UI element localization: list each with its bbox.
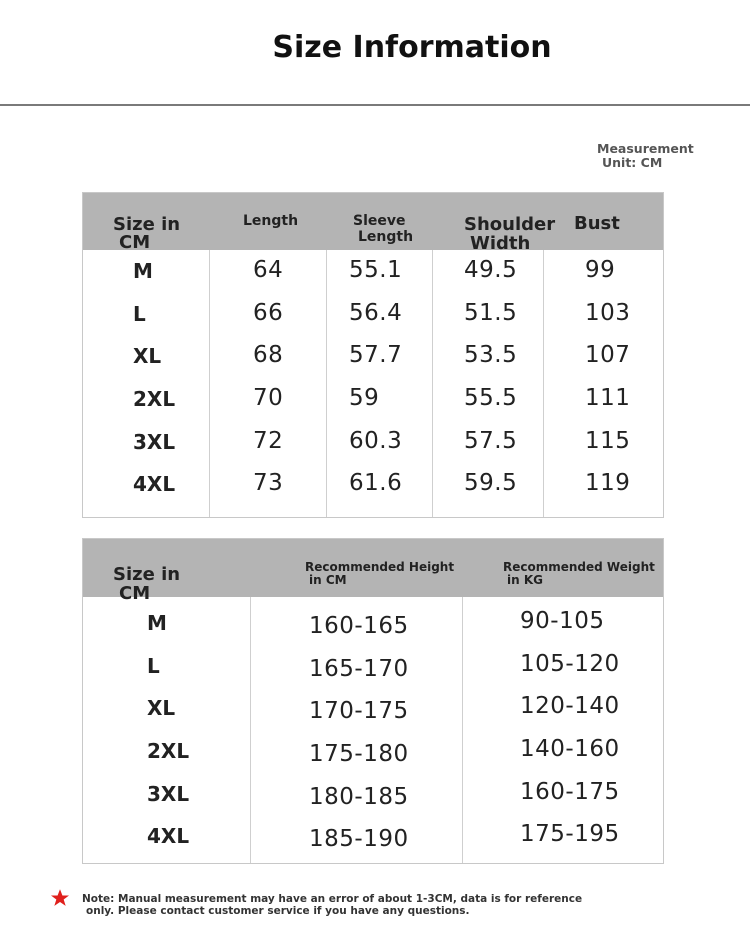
header-bust (574, 215, 620, 232)
cell-length: 64 (253, 257, 284, 283)
cell-length: 70 (253, 385, 284, 411)
header-recommended-weight (503, 561, 655, 587)
cell-weight: 160-175 (520, 779, 620, 805)
header-length (243, 213, 298, 230)
note-line-2: only. Please contact customer service if you have any questions. (86, 905, 470, 917)
header-bust-label: Bust (574, 213, 620, 234)
cell-length: 73 (253, 470, 284, 496)
size-label: XL (147, 696, 176, 720)
cell-weight: 120-140 (520, 693, 620, 719)
cell-bust: 99 (585, 257, 616, 283)
size-label: M (147, 611, 167, 635)
column-divider (326, 250, 327, 517)
cell-shoulder: 55.5 (464, 385, 518, 411)
cell-shoulder: 59.5 (464, 470, 518, 496)
size-label: 3XL (147, 782, 190, 806)
cell-sleeve: 55.1 (349, 257, 403, 283)
unit-line-2: Unit: CM (602, 155, 663, 170)
header-shoulder-line-1: Shoulder (464, 214, 556, 235)
cell-height: 185-190 (309, 826, 409, 852)
fit-recommendation-table (82, 538, 664, 864)
size-label: L (147, 654, 160, 678)
column-divider (543, 250, 544, 517)
header-size-line-2: CM (119, 232, 151, 253)
column-divider (462, 597, 463, 863)
measurement-unit (597, 142, 694, 170)
cell-sleeve: 59 (349, 385, 380, 411)
cell-height: 175-180 (309, 741, 409, 767)
size-label: L (133, 302, 146, 326)
note-text (82, 893, 582, 917)
size-label: 2XL (147, 739, 190, 763)
unit-line-1: Measurement (597, 141, 694, 156)
cell-bust: 115 (585, 428, 631, 454)
cell-shoulder: 49.5 (464, 257, 518, 283)
column-divider (432, 250, 433, 517)
cell-length: 72 (253, 428, 284, 454)
header-height-line-2: in CM (309, 573, 347, 587)
note-line-1: Note: Manual measurement may have an error of about 1-3CM, data is for reference (82, 893, 583, 905)
header-size (113, 565, 180, 603)
cell-bust: 119 (585, 470, 631, 496)
cell-shoulder: 53.5 (464, 342, 518, 368)
header-size-line-1: Size in (113, 564, 181, 585)
cell-length: 66 (253, 300, 284, 326)
header-sleeve-line-1: Sleeve (353, 213, 406, 229)
size-label: XL (133, 344, 162, 368)
header-size-line-1: Size in (113, 214, 181, 235)
cell-sleeve: 60.3 (349, 428, 403, 454)
header-shoulder-width (464, 215, 555, 253)
cell-height: 165-170 (309, 656, 409, 682)
size-label: M (133, 259, 153, 283)
star-icon (50, 888, 70, 908)
header-shoulder-line-2: Width (470, 233, 531, 254)
cell-weight: 105-120 (520, 651, 620, 677)
header-height-line-1: Recommended Height (305, 560, 455, 574)
cell-height: 180-185 (309, 784, 409, 810)
cell-weight: 140-160 (520, 736, 620, 762)
size-label: 4XL (147, 824, 190, 848)
cell-bust: 111 (585, 385, 631, 411)
title-divider (0, 104, 750, 106)
page-title: Size Information (272, 30, 552, 65)
column-divider (209, 250, 210, 517)
cell-bust: 107 (585, 342, 631, 368)
cell-sleeve: 61.6 (349, 470, 403, 496)
cell-bust: 103 (585, 300, 631, 326)
header-weight-line-2: in KG (507, 573, 543, 587)
header-weight-line-1: Recommended Weight (503, 560, 655, 574)
cell-height: 170-175 (309, 698, 409, 724)
garment-size-table (82, 192, 664, 518)
cell-shoulder: 57.5 (464, 428, 518, 454)
cell-sleeve: 56.4 (349, 300, 403, 326)
header-length-label: Length (243, 213, 299, 229)
size-label: 3XL (133, 430, 176, 454)
cell-length: 68 (253, 342, 284, 368)
header-sleeve-length (353, 213, 413, 245)
header-recommended-height (305, 561, 454, 587)
cell-shoulder: 51.5 (464, 300, 518, 326)
header-sleeve-line-2: Length (358, 229, 414, 245)
cell-weight: 90-105 (520, 608, 605, 634)
size-label: 4XL (133, 472, 176, 496)
column-divider (250, 597, 251, 863)
cell-weight: 175-195 (520, 821, 620, 847)
cell-sleeve: 57.7 (349, 342, 403, 368)
cell-height: 160-165 (309, 613, 409, 639)
header-size-line-2: CM (119, 583, 151, 604)
header-size (113, 216, 180, 252)
size-label: 2XL (133, 387, 176, 411)
